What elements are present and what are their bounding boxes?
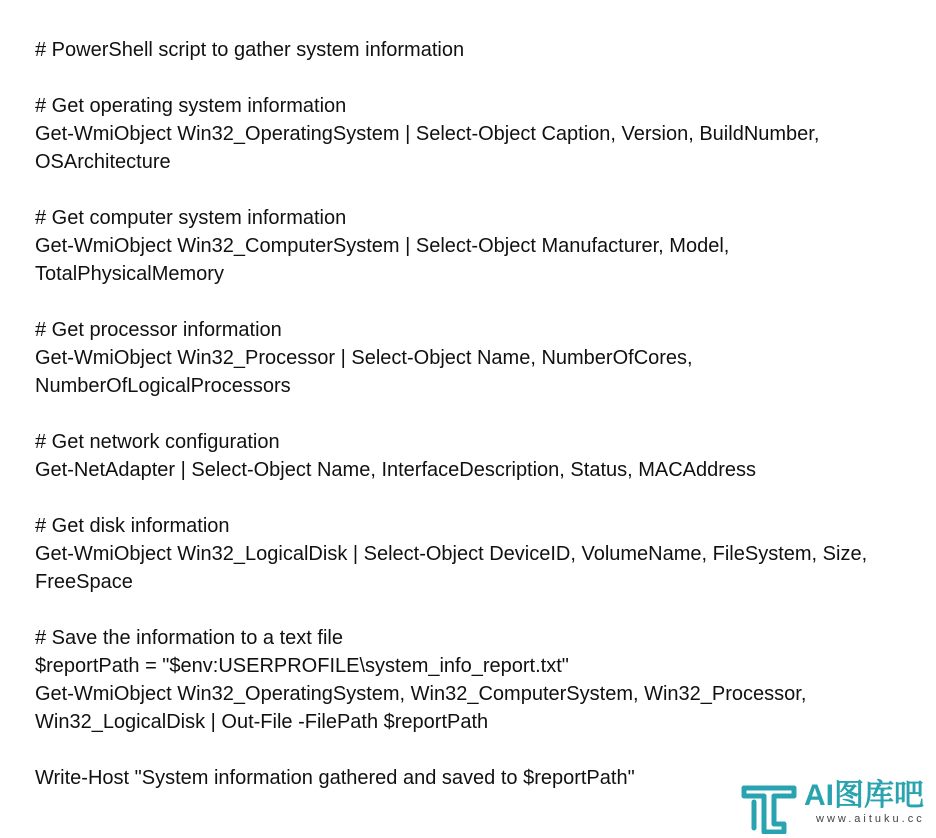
script-line: # Get computer system information	[35, 207, 347, 229]
blank-line	[35, 288, 930, 316]
script-line: # Get operating system information	[35, 95, 347, 117]
blank-line	[35, 596, 930, 624]
script-line: # Get disk information	[35, 515, 230, 537]
script-line: Write-Host "System information gathered and saved to $reportPath"	[35, 767, 635, 789]
script-line: NumberOfLogicalProcessors	[35, 375, 291, 397]
script-line: # Get processor information	[35, 319, 282, 341]
blank-line	[35, 64, 930, 92]
script-line: TotalPhysicalMemory	[35, 263, 224, 285]
script-document	[35, 36, 930, 792]
watermark-title: AI图库吧	[804, 779, 924, 812]
aituku-logo-icon	[740, 778, 800, 834]
script-line: Get-NetAdapter | Select-Object Name, InterfaceDescription, Status, MACAddress	[35, 459, 757, 481]
script-line: # PowerShell script to gather system information	[35, 39, 465, 61]
blank-line	[35, 484, 930, 512]
blank-line	[35, 176, 930, 204]
script-line: Get-WmiObject Win32_Processor | Select-Object Name, NumberOfCores,	[35, 347, 693, 369]
script-line: Get-WmiObject Win32_ComputerSystem | Select-Object Manufacturer, Model,	[35, 235, 730, 257]
script-line: FreeSpace	[35, 571, 133, 593]
watermark-url: www.aituku.cc	[816, 813, 925, 825]
script-line: $reportPath = "$env:USERPROFILE\system_info_report.txt"	[35, 655, 569, 677]
script-line: # Get network configuration	[35, 431, 280, 453]
blank-line	[35, 400, 930, 428]
watermark	[740, 778, 930, 834]
script-line: Get-WmiObject Win32_OperatingSystem | Select-Object Caption, Version, BuildNumber,	[35, 123, 820, 145]
script-line: Get-WmiObject Win32_OperatingSystem, Win32_ComputerSystem, Win32_Processor,	[35, 683, 807, 705]
script-line: # Save the information to a text file	[35, 627, 343, 649]
script-line: Win32_LogicalDisk | Out-File -FilePath $reportPath	[35, 711, 489, 733]
blank-line	[35, 736, 930, 764]
script-line: Get-WmiObject Win32_LogicalDisk | Select-Object DeviceID, VolumeName, FileSystem, Size,	[35, 543, 868, 565]
script-line: OSArchitecture	[35, 151, 171, 173]
